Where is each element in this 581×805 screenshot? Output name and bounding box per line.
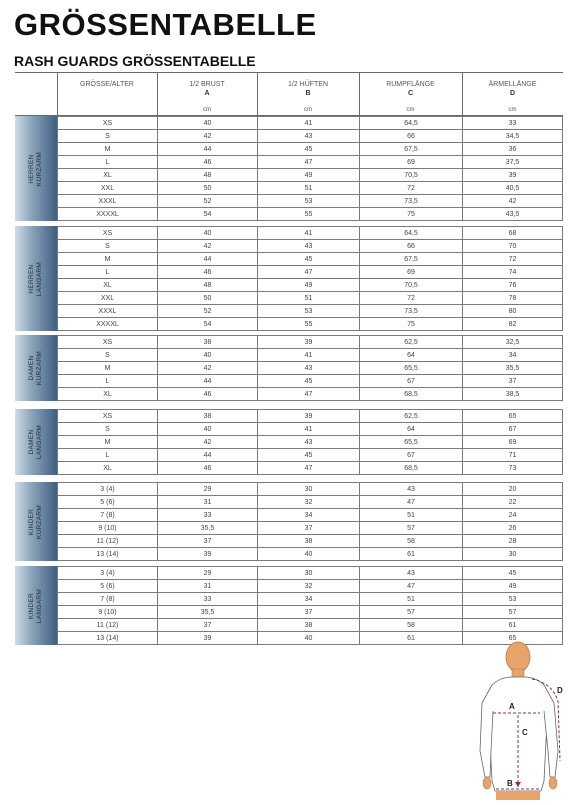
measure-cell: 64 [360, 423, 463, 436]
measure-cell: 45 [258, 143, 360, 156]
body-diagram [478, 641, 578, 800]
section-category-label [28, 588, 44, 622]
measure-cell: 72 [360, 182, 463, 195]
measure-cell: 61 [360, 548, 463, 561]
size-cell: 13 (14) [58, 632, 158, 645]
size-cell: XS [58, 227, 158, 240]
size-table [57, 226, 563, 331]
measure-cell: 49 [258, 279, 360, 292]
measure-cell: 51 [258, 182, 360, 195]
header-size: GRÖSSE/ALTER [80, 81, 134, 88]
measure-cell: 74 [463, 266, 563, 279]
size-cell: M [58, 143, 158, 156]
measure-cell: 57 [360, 522, 463, 535]
table-row [58, 240, 563, 253]
measure-cell: 69 [463, 436, 563, 449]
size-section [15, 226, 563, 330]
measure-cell: 37 [158, 619, 258, 632]
measure-cell: 69 [360, 266, 463, 279]
measure-cell: 37,5 [463, 156, 563, 169]
measure-cell: 42 [463, 195, 563, 208]
section-label-line1: DAMEN [28, 429, 35, 455]
measure-cell: 69 [360, 156, 463, 169]
section-label-line2: LANGARM [36, 588, 43, 623]
measure-cell: 46 [158, 266, 258, 279]
table-row [58, 227, 563, 240]
measure-cell: 38 [158, 410, 258, 423]
header-sleeve-label: ÄRMELLÄNGE [488, 81, 537, 88]
section-label-line2: LANGARM [36, 424, 43, 460]
measure-cell: 67,5 [360, 143, 463, 156]
table-row [58, 606, 563, 619]
size-cell: 5 (6) [58, 496, 158, 509]
measure-cell: 47 [360, 496, 463, 509]
size-cell: M [58, 436, 158, 449]
measure-cell: 54 [158, 318, 258, 331]
size-cell: XXXL [58, 305, 158, 318]
measure-cell: 78 [463, 292, 563, 305]
size-cell: S [58, 349, 158, 362]
section-category-label [28, 504, 44, 538]
measure-cell: 42 [158, 362, 258, 375]
table-row [58, 375, 563, 388]
measure-cell: 62,5 [360, 410, 463, 423]
measure-cell: 38 [158, 336, 258, 349]
size-cell: L [58, 156, 158, 169]
measure-cell: 49 [463, 580, 563, 593]
measure-cell: 38 [258, 535, 360, 548]
size-cell: XS [58, 336, 158, 349]
measure-cell: 43 [258, 436, 360, 449]
header-sleeve [462, 80, 563, 98]
size-section [15, 335, 563, 400]
size-cell: 11 (12) [58, 535, 158, 548]
measure-cell: 76 [463, 279, 563, 292]
section-category-label [28, 261, 44, 295]
size-table [57, 482, 563, 561]
measure-cell: 70,5 [360, 169, 463, 182]
size-cell: 5 (6) [58, 580, 158, 593]
measure-cell: 32 [258, 580, 360, 593]
section-label-line2: KURZARM [36, 504, 43, 539]
size-table [57, 335, 563, 401]
measure-cell: 20 [463, 483, 563, 496]
measure-cell: 68,5 [360, 462, 463, 475]
measure-cell: 43 [360, 567, 463, 580]
marker-c: C [522, 728, 528, 737]
size-section [15, 409, 563, 474]
section-label-line1: HERREN [28, 263, 35, 294]
section-side-label [15, 482, 57, 561]
table-row [58, 535, 563, 548]
measure-cell: 52 [158, 195, 258, 208]
section-category-label [28, 151, 44, 185]
measure-cell: 65 [463, 410, 563, 423]
right-hand [549, 777, 557, 789]
section-side-label [15, 116, 57, 221]
measure-cell: 55 [258, 208, 360, 221]
size-cell: XL [58, 388, 158, 401]
table-row [58, 130, 563, 143]
measure-cell: 39 [158, 548, 258, 561]
measure-cell: 45 [258, 253, 360, 266]
measure-cell: 42 [158, 436, 258, 449]
header-hips-code: B [305, 90, 311, 97]
measure-cell: 32,5 [463, 336, 563, 349]
measure-cell: 64 [360, 349, 463, 362]
measure-cell: 43,5 [463, 208, 563, 221]
measure-cell: 70,5 [360, 279, 463, 292]
measure-cell: 51 [360, 593, 463, 606]
measure-cell: 64,5 [360, 117, 463, 130]
section-label-line1: HERREN [28, 153, 35, 184]
measure-cell: 40 [158, 423, 258, 436]
header-hips-label: 1/2 HÜFTEN [287, 81, 329, 88]
measure-cell: 39 [158, 632, 258, 645]
measure-cell: 41 [258, 349, 360, 362]
measure-cell: 50 [158, 182, 258, 195]
measure-cell: 37 [258, 606, 360, 619]
table-row [58, 143, 563, 156]
measure-cell: 52 [158, 305, 258, 318]
measure-cell: 40 [158, 349, 258, 362]
measure-cell: 51 [360, 509, 463, 522]
measure-cell: 31 [158, 496, 258, 509]
measure-cell: 37 [158, 535, 258, 548]
table-row [58, 496, 563, 509]
measure-cell: 36 [463, 143, 563, 156]
size-cell: M [58, 362, 158, 375]
header-chest [157, 80, 257, 98]
size-cell: 11 (12) [58, 619, 158, 632]
size-cell: L [58, 375, 158, 388]
table-row [58, 169, 563, 182]
measure-cell: 68 [463, 227, 563, 240]
marker-b: B [507, 779, 513, 788]
measure-cell: 44 [158, 253, 258, 266]
measure-cell: 30 [258, 567, 360, 580]
measure-cell: 71 [463, 449, 563, 462]
measure-cell: 67 [360, 375, 463, 388]
size-cell: XXXXL [58, 208, 158, 221]
measure-cell: 44 [158, 143, 258, 156]
measure-cell: 43 [258, 240, 360, 253]
table-row [58, 388, 563, 401]
size-table [57, 409, 563, 475]
table-row [58, 195, 563, 208]
section-side-label [15, 335, 57, 401]
measure-cell: 47 [258, 388, 360, 401]
measure-cell: 40 [158, 227, 258, 240]
measure-cell: 58 [360, 619, 463, 632]
size-section [15, 482, 563, 560]
section-label-line1: KINDER [28, 592, 35, 619]
unit-label: cm [203, 107, 211, 113]
measure-cell: 40 [258, 548, 360, 561]
size-cell: 3 (4) [58, 483, 158, 496]
size-cell: 9 (10) [58, 522, 158, 535]
measure-cell: 39 [463, 169, 563, 182]
measure-cell: 31 [158, 580, 258, 593]
table-row [58, 182, 563, 195]
size-cell: XL [58, 169, 158, 182]
measure-cell: 43 [258, 130, 360, 143]
table-row [58, 593, 563, 606]
section-label-line2: LANGARM [36, 261, 43, 296]
size-cell: XXL [58, 182, 158, 195]
section-side-label [15, 566, 57, 645]
measure-cell: 72 [463, 253, 563, 266]
table-row [58, 349, 563, 362]
size-cell: 9 (10) [58, 606, 158, 619]
measure-cell: 67,5 [360, 253, 463, 266]
size-cell: 13 (14) [58, 548, 158, 561]
size-cell: L [58, 266, 158, 279]
table-row [58, 509, 563, 522]
measure-cell: 37 [463, 375, 563, 388]
measure-cell: 73,5 [360, 305, 463, 318]
unit-label: cm [406, 107, 415, 113]
measure-cell: 29 [158, 483, 258, 496]
measure-cell: 65 [463, 632, 563, 645]
measure-cell: 35,5 [463, 362, 563, 375]
measure-cell: 51 [258, 292, 360, 305]
measure-cell: 34 [258, 593, 360, 606]
section-label-line1: KINDER [28, 508, 35, 535]
table-row [58, 423, 563, 436]
measure-cell: 47 [360, 580, 463, 593]
measure-cell: 35,5 [158, 522, 258, 535]
section-side-label [15, 409, 57, 475]
section-side-label [15, 226, 57, 331]
measure-cell: 48 [158, 279, 258, 292]
header-chest-code: A [204, 90, 210, 97]
measure-cell: 33 [158, 593, 258, 606]
table-row [58, 253, 563, 266]
table-row [58, 580, 563, 593]
page-subtitle: RASH GUARDS GRÖSSENTABELLE [14, 53, 256, 69]
table-row [58, 619, 563, 632]
size-cell: XL [58, 279, 158, 292]
measure-cell: 42 [158, 240, 258, 253]
measure-cell: 34 [258, 509, 360, 522]
measure-cell: 40 [158, 117, 258, 130]
table-row [58, 117, 563, 130]
size-table [57, 116, 563, 221]
measure-cell: 28 [463, 535, 563, 548]
measure-cell: 73 [463, 462, 563, 475]
measure-cell: 39 [258, 410, 360, 423]
measure-cell: 41 [258, 117, 360, 130]
lower-body [496, 791, 540, 800]
section-category-label [28, 351, 44, 385]
table-row [58, 449, 563, 462]
table-row [58, 156, 563, 169]
measure-cell: 26 [463, 522, 563, 535]
section-label-line2: KURZARM [36, 350, 43, 386]
size-cell: XS [58, 410, 158, 423]
measure-cell: 47 [258, 156, 360, 169]
table-row [58, 266, 563, 279]
table-row [58, 318, 563, 331]
measure-cell: 65,5 [360, 362, 463, 375]
measure-cell: 70 [463, 240, 563, 253]
size-cell: L [58, 449, 158, 462]
measure-cell: 38 [258, 619, 360, 632]
size-cell: 7 (8) [58, 509, 158, 522]
measure-cell: 75 [360, 208, 463, 221]
shirt-torso [488, 677, 548, 791]
measure-cell: 41 [258, 423, 360, 436]
size-cell: S [58, 423, 158, 436]
measure-cell: 39 [258, 336, 360, 349]
header-divider [57, 72, 58, 116]
measure-cell: 41 [258, 227, 360, 240]
table-row [58, 548, 563, 561]
measure-cell: 30 [463, 548, 563, 561]
size-cell: M [58, 253, 158, 266]
head-shape [506, 642, 530, 672]
measure-cell: 45 [258, 375, 360, 388]
measurement-figure [478, 641, 578, 800]
marker-a: A [509, 702, 515, 711]
measure-cell: 75 [360, 318, 463, 331]
measure-cell: 44 [158, 375, 258, 388]
measure-cell: 43 [360, 483, 463, 496]
measure-cell: 35,5 [158, 606, 258, 619]
size-cell: S [58, 240, 158, 253]
measure-cell: 29 [158, 567, 258, 580]
table-row [58, 436, 563, 449]
size-cell: XXXXL [58, 318, 158, 331]
header-torso [359, 80, 462, 98]
measure-cell: 80 [463, 305, 563, 318]
table-row [58, 522, 563, 535]
measure-cell: 57 [360, 606, 463, 619]
measure-cell: 53 [463, 593, 563, 606]
measure-cell: 50 [158, 292, 258, 305]
size-table [57, 566, 563, 645]
table-row [58, 410, 563, 423]
left-hand [483, 777, 491, 789]
measure-cell: 33 [158, 509, 258, 522]
table-row [58, 292, 563, 305]
measure-cell: 62,5 [360, 336, 463, 349]
header-top-rule [15, 72, 563, 73]
measure-cell: 64,5 [360, 227, 463, 240]
measure-cell: 53 [258, 195, 360, 208]
measure-cell: 45 [258, 449, 360, 462]
measure-cell: 73,5 [360, 195, 463, 208]
section-label-line1: DAMEN [28, 355, 35, 381]
marker-d: D [557, 686, 563, 695]
measure-cell: 57 [463, 606, 563, 619]
measure-cell: 65,5 [360, 436, 463, 449]
measure-cell: 37 [258, 522, 360, 535]
measure-cell: 44 [158, 449, 258, 462]
right-sleeve [544, 685, 558, 777]
size-section [15, 116, 563, 220]
table-row [58, 305, 563, 318]
measure-cell: 53 [258, 305, 360, 318]
measure-cell: 82 [463, 318, 563, 331]
measure-cell: 67 [463, 423, 563, 436]
measure-cell: 72 [360, 292, 463, 305]
measure-cell: 40 [258, 632, 360, 645]
measure-cell: 61 [360, 632, 463, 645]
measure-cell: 38,5 [463, 388, 563, 401]
table-row [58, 279, 563, 292]
size-cell: 7 (8) [58, 593, 158, 606]
header-hips [257, 80, 359, 98]
measure-cell: 58 [360, 535, 463, 548]
table-row [58, 336, 563, 349]
measure-cell: 24 [463, 509, 563, 522]
table-row [58, 362, 563, 375]
header-torso-label: RUMPFLÄNGE [386, 81, 435, 88]
size-cell: XS [58, 117, 158, 130]
table-row [58, 483, 563, 496]
table-row [58, 567, 563, 580]
header-sleeve-code: D [509, 90, 516, 97]
measure-cell: 45 [463, 567, 563, 580]
measure-cell: 49 [258, 169, 360, 182]
header-chest-label: 1/2 BRUST [189, 81, 225, 88]
measure-cell: 46 [158, 156, 258, 169]
unit-label: cm [304, 107, 312, 113]
measure-cell: 68,5 [360, 388, 463, 401]
section-label-line2: KURZARM [36, 151, 43, 186]
measure-cell: 40,5 [463, 182, 563, 195]
measure-cell: 55 [258, 318, 360, 331]
measure-cell: 42 [158, 130, 258, 143]
measure-cell: 43 [258, 362, 360, 375]
measure-cell: 47 [258, 266, 360, 279]
measure-cell: 34,5 [463, 130, 563, 143]
measure-cell: 66 [360, 240, 463, 253]
size-section [15, 566, 563, 644]
measure-cell: 32 [258, 496, 360, 509]
measure-cell: 46 [158, 388, 258, 401]
size-cell: 3 (4) [58, 567, 158, 580]
measure-cell: 33 [463, 117, 563, 130]
table-row [58, 462, 563, 475]
measure-cell: 54 [158, 208, 258, 221]
measure-cell: 47 [258, 462, 360, 475]
section-category-label [28, 425, 44, 459]
measure-cell: 30 [258, 483, 360, 496]
measure-cell: 22 [463, 496, 563, 509]
measure-cell: 66 [360, 130, 463, 143]
unit-label: cm [508, 107, 517, 113]
measure-cell: 48 [158, 169, 258, 182]
measure-cell: 34 [463, 349, 563, 362]
size-cell: XXXL [58, 195, 158, 208]
table-row [58, 208, 563, 221]
size-cell: S [58, 130, 158, 143]
size-cell: XL [58, 462, 158, 475]
header-torso-code: C [407, 90, 414, 97]
measure-cell: 61 [463, 619, 563, 632]
size-cell: XXL [58, 292, 158, 305]
page-title: GRÖSSENTABELLE [14, 7, 317, 42]
measure-cell: 46 [158, 462, 258, 475]
measure-cell: 67 [360, 449, 463, 462]
